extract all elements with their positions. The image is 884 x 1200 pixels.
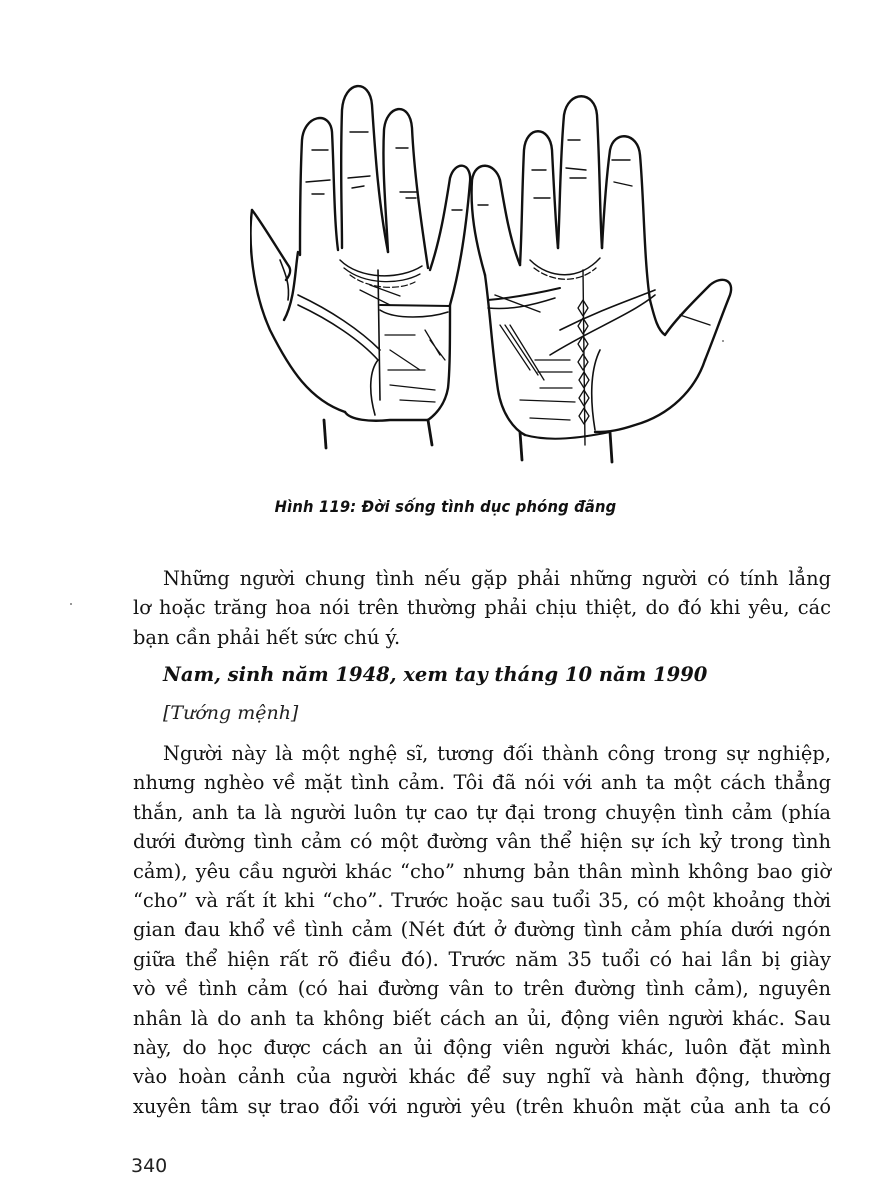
paragraph-reading: [133, 739, 831, 1121]
section-subheading: [Tướng mệnh]: [163, 702, 299, 724]
paragraph-line: vò về tình cảm (có hai đường vân to trên đường tình cảm), nguyên: [133, 977, 831, 1001]
paragraph-line: cảm), yêu cầu người khác “cho” nhưng bản thân mình không bao giờ: [133, 859, 831, 883]
page-number: 340: [131, 1155, 168, 1177]
paragraph-line: lơ hoặc trăng hoa nói trên thường phải chịu thiệt, do đó khi yêu, các: [133, 596, 831, 620]
paragraph-line: Những người chung tình nếu gặp phải những người có tính lẳng: [163, 567, 831, 590]
paragraph-line: bạn cần phải hết sức chú ý.: [133, 625, 401, 649]
right-hand-drawing: [472, 96, 732, 462]
palm-figure: [250, 70, 770, 490]
paragraph-line: nhưng nghèo về mặt tình cảm. Tôi đã nói với anh ta một cách thẳng: [133, 771, 831, 795]
paragraph-line: vào hoàn cảnh của người khác để suy nghĩ và hành động, thường: [133, 1065, 831, 1089]
scan-speck: [70, 603, 72, 605]
paragraph-line: xuyên tâm sự trao đổi với người yêu (trên khuôn mặt của anh ta có: [133, 1094, 831, 1118]
left-hand-drawing: [251, 86, 471, 448]
paragraph-line: gian đau khổ về tình cảm (Nét đứt ở đường tình cảm phía dưới ngón: [133, 918, 831, 942]
paragraph-line: nhân là do anh ta không biết cách an ủi, động viên người khác. Sau: [133, 1006, 831, 1030]
paragraph-line: này, do học được cách an ủi động viên người khác, luôn đặt mình: [133, 1036, 831, 1060]
paragraph-line: thắn, anh ta là người luôn tự cao tự đại trong chuyện tình cảm (phía: [133, 800, 831, 824]
scan-speck: [722, 340, 724, 342]
paragraph-line: dưới đường tình cảm có một đường vân thể hiện sự ích kỷ trong tình: [133, 830, 831, 854]
section-heading: Nam, sinh năm 1948, xem tay tháng 10 năm 1990: [163, 663, 708, 686]
two-palms-illustration: [250, 70, 770, 490]
paragraph-line: Người này là một nghệ sĩ, tương đối thành công trong sự nghiệp,: [163, 742, 831, 765]
figure-caption: Hình 119: Đời sống tình dục phóng đãng: [274, 497, 617, 516]
paragraph-line: giữa thể hiện rất rõ điều đó). Trước năm 35 tuổi có hai lần bị giày: [133, 947, 831, 971]
paragraph-intro: [133, 564, 831, 652]
paragraph-line: “cho” và rất ít khi “cho”. Trước hoặc sau tuổi 35, có một khoảng thời: [133, 889, 831, 913]
